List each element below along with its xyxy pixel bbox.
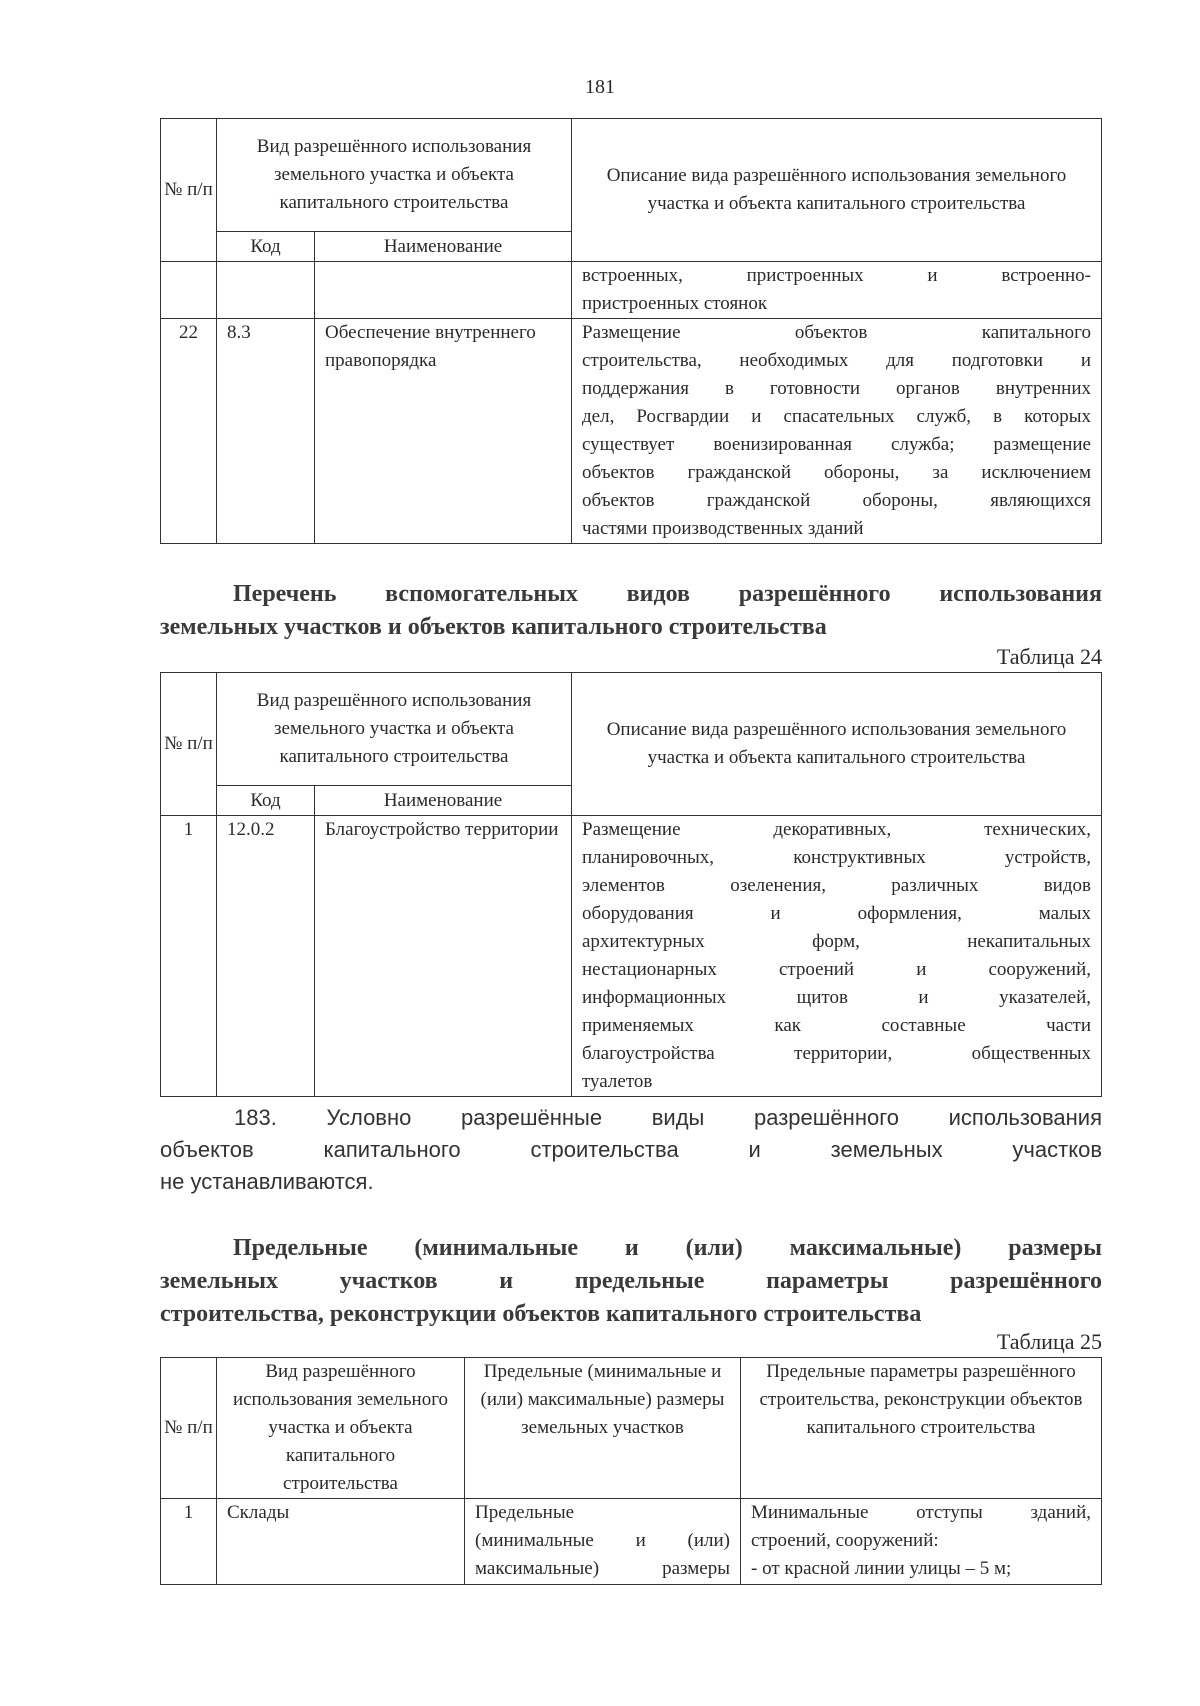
col-header-code: Код — [217, 786, 315, 816]
desc-line: туалетов — [582, 1071, 653, 1092]
row-name: Благоустройство территории — [315, 816, 572, 1097]
desc-line: пристроенных стоянок — [582, 293, 768, 314]
row-code: 8.3 — [217, 319, 315, 544]
table-caption-25: Таблица 25 — [996, 1329, 1102, 1354]
table-row — [161, 262, 1102, 319]
row-description — [572, 816, 1102, 1097]
row-description — [572, 319, 1102, 544]
sizes-line: Предельные — [475, 1502, 575, 1523]
heading-line: Перечень вспомогательных видов разрешённого использования — [233, 581, 1102, 607]
col-header-name: Наименование — [315, 786, 572, 816]
section-heading-25 — [160, 1232, 1102, 1331]
row-number: 22 — [161, 319, 217, 544]
desc-line: Размещение объектов капитального — [582, 322, 1091, 343]
col-header-code: Код — [217, 232, 315, 262]
row-params — [741, 1499, 1102, 1585]
section-heading-24 — [160, 578, 1102, 644]
heading-line: земельных участков и объектов капитального строительства — [160, 614, 827, 640]
col-header-number: № п/п — [161, 1358, 217, 1499]
table-row — [161, 816, 1102, 1097]
desc-line: благоустройства территории, общественных — [582, 1043, 1091, 1064]
col-header-sizes: Предельные (минимальные и (или) максимальные) размеры земельных участков — [465, 1358, 741, 1499]
desc-line: архитектурных форм, некапитальных — [582, 931, 1091, 952]
col-header-type: Вид разрешённого использования земельного участка и объекта капитального строительства — [217, 1358, 465, 1499]
col-header-params: Предельные параметры разрешённого строительства, реконструкции объектов капитального строительства — [741, 1358, 1102, 1499]
desc-line: дел, Росгвардии и спасательных служб, в которых — [582, 406, 1091, 427]
heading-line: строительства, реконструкции объектов капитального строительства — [160, 1301, 922, 1327]
paragraph-line: объектов капитального строительства и земельных участков — [160, 1137, 1102, 1162]
table-23 — [160, 118, 1102, 544]
row-code: 12.0.2 — [217, 816, 315, 1097]
table-caption-24: Таблица 24 — [996, 644, 1102, 669]
desc-line: частями производственных зданий — [582, 518, 864, 539]
sizes-line: максимальные) размеры — [475, 1558, 730, 1579]
desc-line: применяемых как составные части — [582, 1015, 1091, 1036]
col-header-description: Описание вида разрешённого использования земельного участка и объекта капитального строительства — [572, 673, 1102, 816]
row-number: 1 — [161, 816, 217, 1097]
row-number: 1 — [161, 1499, 217, 1585]
desc-line: элементов озеленения, различных видов — [582, 875, 1091, 896]
col-header-description: Описание вида разрешённого использования земельного участка и объекта капитального строительства — [572, 119, 1102, 262]
table-row — [161, 1499, 1102, 1585]
params-line: Минимальные отступы зданий, — [751, 1502, 1091, 1523]
paragraph-line: не устанавливаются. — [160, 1169, 374, 1194]
row-type: Склады — [217, 1499, 465, 1585]
params-line: - от красной линии улицы – 5 м; — [751, 1558, 1012, 1579]
desc-line: объектов гражданской обороны, за исключением — [582, 462, 1091, 483]
paragraph-183 — [160, 1102, 1102, 1198]
desc-line: нестационарных строений и сооружений, — [582, 959, 1091, 980]
col-header-number: № п/п — [161, 673, 217, 816]
page-number: 181 — [585, 76, 615, 98]
row-name: Обеспечение внутреннего правопорядка — [315, 319, 572, 544]
table-row — [161, 319, 1102, 544]
sizes-line: (минимальные и (или) — [475, 1530, 730, 1551]
heading-line: Предельные (минимальные и (или) максимальные) размеры — [233, 1235, 1102, 1261]
params-line: строений, сооружений: — [751, 1530, 939, 1551]
row-sizes — [465, 1499, 741, 1585]
desc-line: оборудования и оформления, малых — [582, 903, 1091, 924]
heading-line: земельных участков и предельные параметры разрешённого — [160, 1268, 1102, 1294]
desc-line: объектов гражданской обороны, являющихся — [582, 490, 1091, 511]
paragraph-line: 183. Условно разрешённые виды разрешённого использования — [234, 1105, 1102, 1130]
col-header-name: Наименование — [315, 232, 572, 262]
col-header-type: Вид разрешённого использования земельного участка и объекта капитального строительства — [217, 673, 572, 786]
desc-line: строительства, необходимых для подготовки и — [582, 350, 1091, 371]
desc-line: информационных щитов и указателей, — [582, 987, 1091, 1008]
table-24 — [160, 672, 1102, 1097]
table-25 — [160, 1357, 1102, 1585]
desc-line: встроенных, пристроенных и встроенно- — [582, 265, 1091, 286]
col-header-number: № п/п — [161, 119, 217, 262]
desc-line: поддержания в готовности органов внутренних — [582, 378, 1091, 399]
desc-line: планировочных, конструктивных устройств, — [582, 847, 1091, 868]
desc-line: существует военизированная служба; размещение — [582, 434, 1091, 455]
desc-line: Размещение декоративных, технических, — [582, 819, 1091, 840]
col-header-type: Вид разрешённого использования земельного участка и объекта капитального строительства — [217, 119, 572, 232]
